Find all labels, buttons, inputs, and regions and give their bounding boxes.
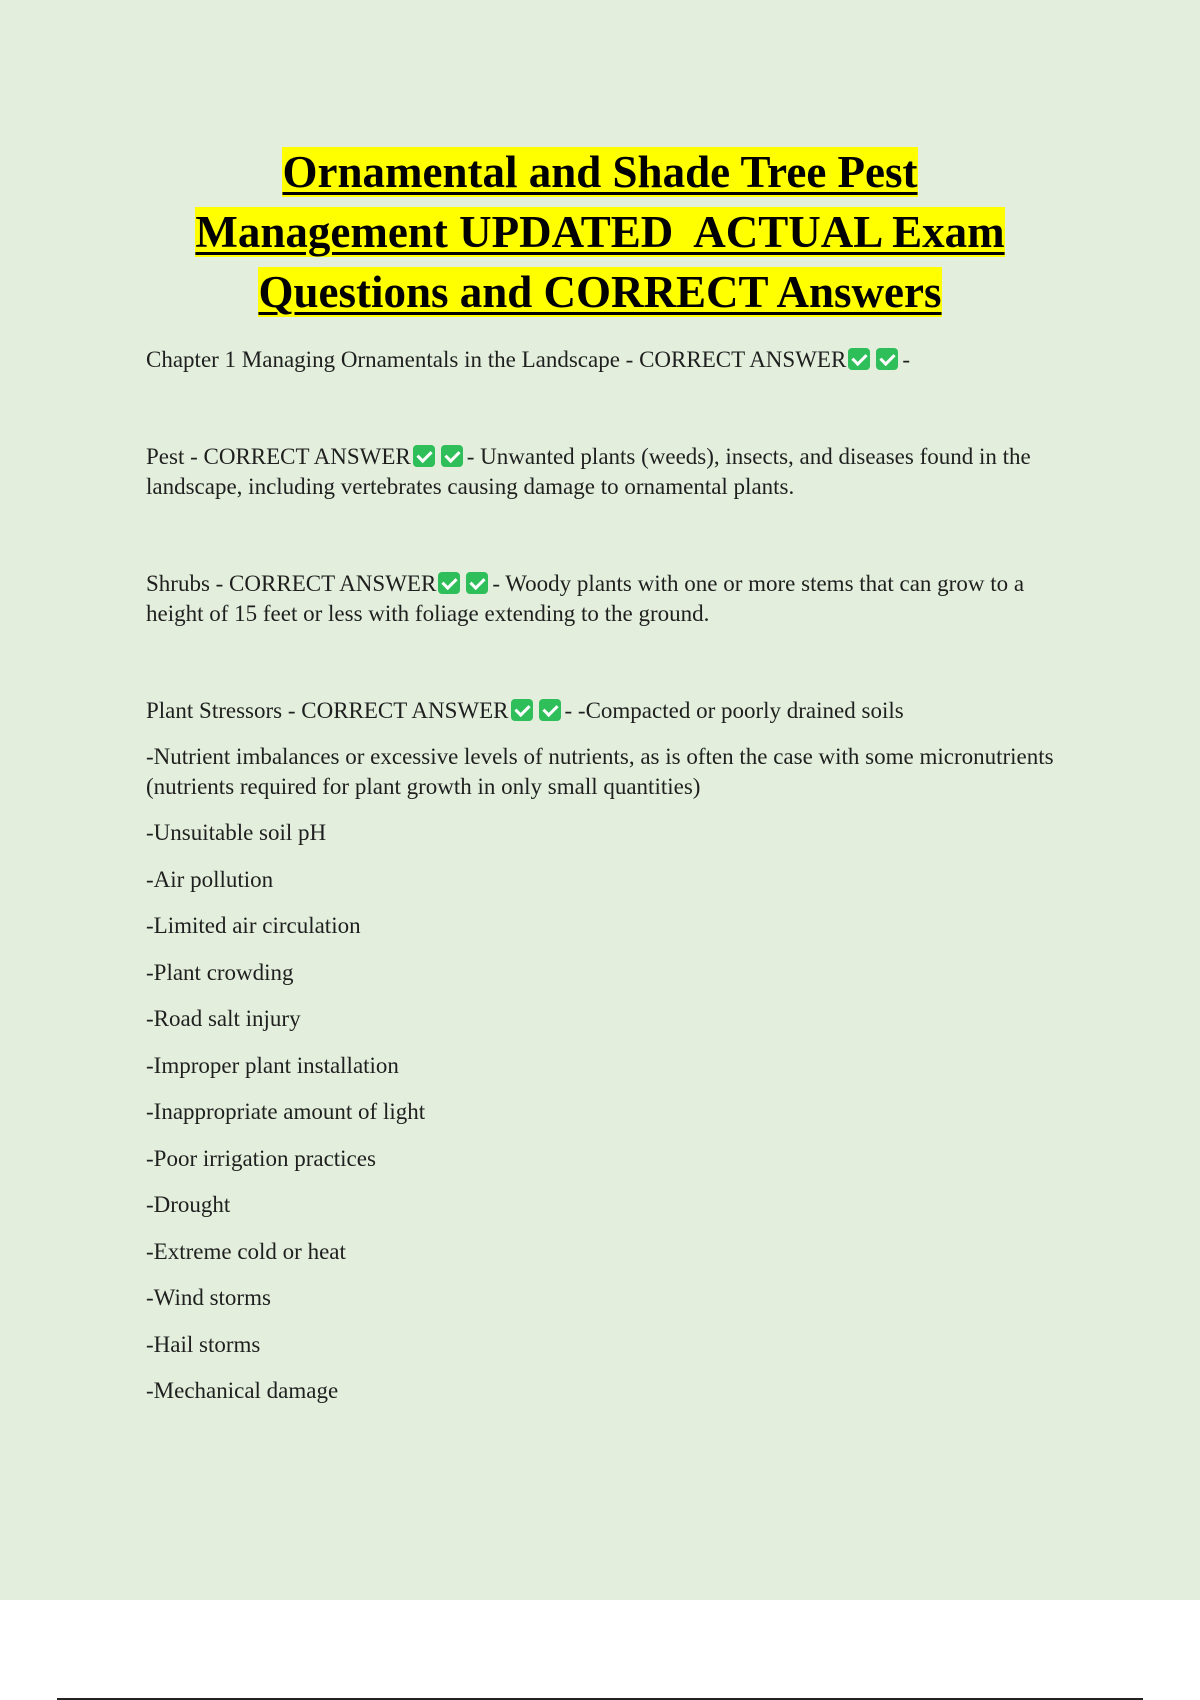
stressor-item: -Limited air circulation — [146, 913, 361, 938]
stressor-item: -Inappropriate amount of light — [146, 1099, 426, 1124]
entry-answer: - Unwanted plants (weeds), insects, and diseases found in the landscape, including vertebrates causing damage to ornamental plants. — [146, 444, 1031, 499]
stressor-item: -Unsuitable soil pH — [146, 820, 327, 845]
entry-pest — [146, 442, 1086, 502]
stressor-item: -Nutrient imbalances or excessive levels of nutrients, as is often the case with some micronutrients (nutrients required for plant growth in only small quantities) — [146, 744, 1054, 799]
check-icon — [848, 348, 870, 370]
entry-term: Plant Stressors - CORRECT ANSWER — [146, 698, 509, 723]
check-icon — [876, 348, 898, 370]
stressor-item: -Wind storms — [146, 1285, 271, 1310]
stressor-item: -Improper plant installation — [146, 1053, 399, 1078]
entry-term: Chapter 1 Managing Ornamentals in the Landscape - CORRECT ANSWER — [146, 347, 847, 372]
title-line-2: Management UPDATED ACTUAL Exam — [195, 207, 1005, 257]
page-footer — [0, 1600, 1200, 1700]
stressor-item: -Drought — [146, 1192, 231, 1217]
stressor-item: -Mechanical damage — [146, 1378, 339, 1403]
stressor-item: -Air pollution — [146, 867, 274, 892]
check-icon — [441, 445, 463, 467]
check-icon — [438, 572, 460, 594]
check-icon — [466, 572, 488, 594]
stressor-item: -Hail storms — [146, 1332, 261, 1357]
entry-answer: - -Compacted or poorly drained soils — [564, 698, 904, 723]
check-icon — [511, 699, 533, 721]
entry-answer: - Woody plants with one or more stems that can grow to a height of 15 feet or less with foliage extending to the ground. — [146, 571, 1025, 626]
entry-plant-stressors — [146, 696, 1086, 726]
title-line-1: Ornamental and Shade Tree Pest — [282, 147, 918, 197]
stressor-item: -Poor irrigation practices — [146, 1146, 376, 1171]
document-title — [100, 142, 1100, 322]
check-icon — [413, 445, 435, 467]
entry-chapter-1 — [146, 345, 1086, 375]
entry-term: Pest - CORRECT ANSWER — [146, 444, 411, 469]
entry-term: Shrubs - CORRECT ANSWER — [146, 571, 437, 596]
entry-shrubs — [146, 569, 1086, 629]
stressor-item: -Extreme cold or heat — [146, 1239, 346, 1264]
check-icon — [539, 699, 561, 721]
entry-answer: - — [902, 347, 910, 372]
title-line-3: Questions and CORRECT Answers — [258, 267, 942, 317]
stressor-item: -Road salt injury — [146, 1006, 301, 1031]
stressor-item: -Plant crowding — [146, 960, 294, 985]
